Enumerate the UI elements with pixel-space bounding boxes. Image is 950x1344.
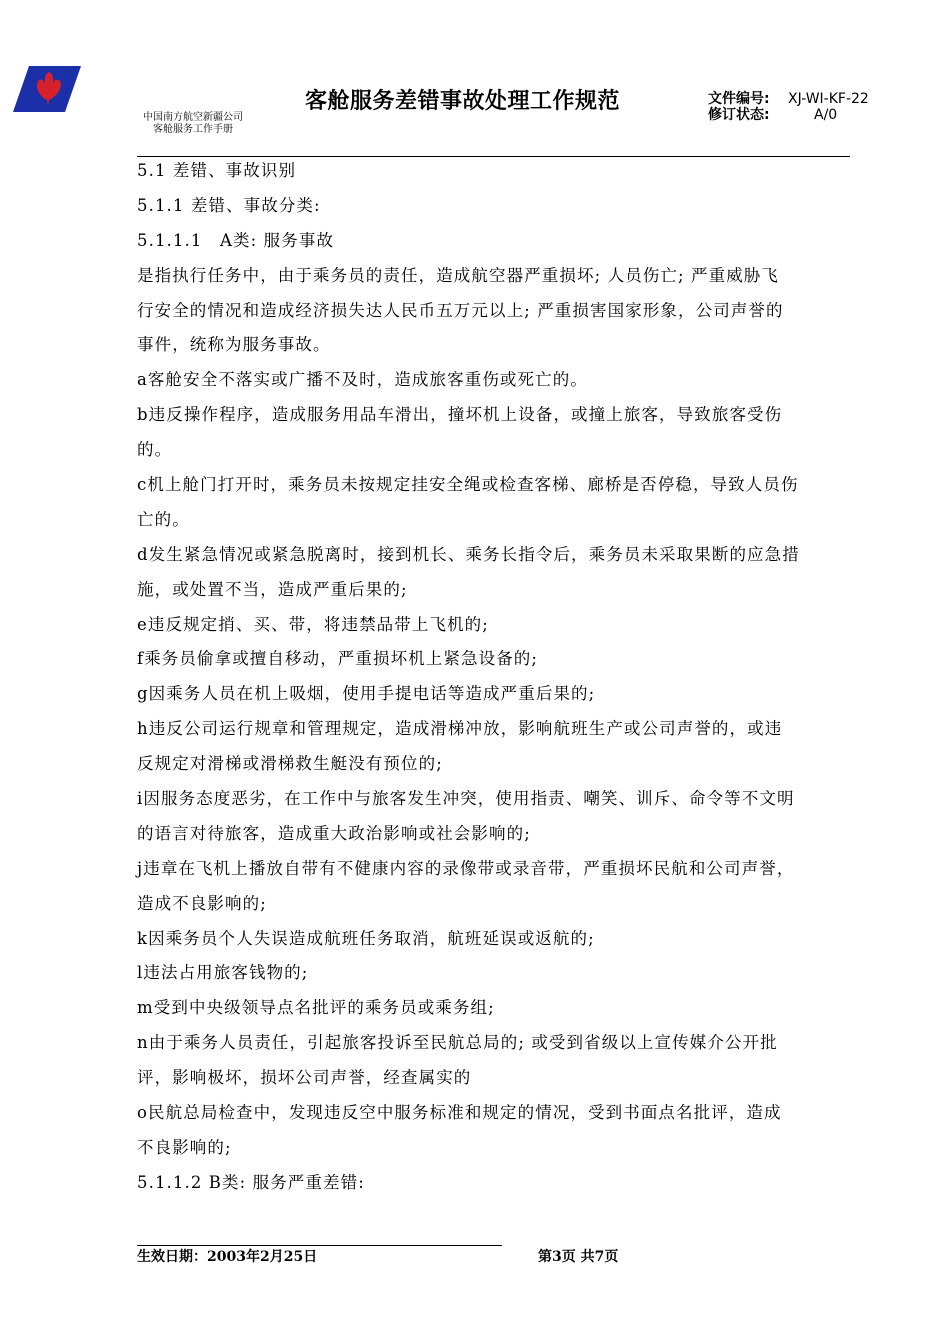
company-line-2: 客舱服务工作手册 <box>153 124 233 135</box>
body-line: 5.1.1.1 A类: 服务事故 <box>137 230 335 250</box>
body-line: 的语言对待旅客，造成重大政治影响或社会影响的; <box>137 823 531 843</box>
body-line: 施，或处置不当，造成严重后果的; <box>137 579 408 599</box>
body-line: l违法占用旅客钱物的; <box>137 963 309 983</box>
body-line: 反规定对滑梯或滑梯救生艇没有预位的; <box>137 754 443 774</box>
body-line: 5.1 差错、事故识别 <box>137 161 297 180</box>
body-line: f乘务员偷拿或擅自移动，严重损坏机上紧急设备的; <box>137 649 539 669</box>
body-line: 是指执行任务中，由于乘务员的责任，造成航空器严重损坏; 人员伤亡; 严重威胁飞 <box>137 265 780 285</box>
page-number: 第3页 共7页 <box>538 1249 619 1265</box>
body-line: 不良影响的; <box>137 1137 232 1157</box>
body-line: 评，影响极坏，损坏公司声誉，经查属实的 <box>137 1068 472 1088</box>
body-line: i因服务态度恶劣，在工作中与旅客发生冲突，使用指责、嘲笑、训斥、命令等不文明 <box>137 789 795 809</box>
body-line: a客舱安全不落实或广播不及时，造成旅客重伤或死亡的。 <box>137 370 588 390</box>
body-line: c机上舱门打开时，乘务员未按规定挂安全绳或检查客梯、廊桥是否停稳，导致人员伤 <box>137 475 799 495</box>
revision-row <box>708 107 869 123</box>
effective-date: 生效日期：2003年2月25日 <box>137 1249 318 1265</box>
doc-number-value: XJ-WI-KF-22 <box>788 91 869 107</box>
body-line: 事件，统称为服务事故。 <box>137 335 331 355</box>
doc-number-label: 文件编号: <box>708 91 770 107</box>
company-name <box>108 112 278 136</box>
body-line: 亡的。 <box>137 509 190 529</box>
doc-number-row <box>708 91 869 107</box>
body-line: j违章在飞机上播放自带有不健康内容的录像带或录音带，严重损坏民航和公司声誉， <box>137 858 795 878</box>
revision-label: 修订状态: <box>708 107 770 123</box>
body-line: b违反操作程序，造成服务用品车滑出，撞坏机上设备，或撞上旅客，导致旅客受伤 <box>137 405 783 425</box>
body-line: 5.1.1.2 B类: 服务严重差错: <box>137 1172 365 1192</box>
company-line-1: 中国南方航空新疆公司 <box>143 112 243 123</box>
body-line: 5.1.1 差错、事故分类: <box>137 195 321 215</box>
body-line: e违反规定捎、买、带，将违禁品带上飞机的; <box>137 614 489 634</box>
body-line: m受到中央级领导点名批评的乘务员或乘务组; <box>137 998 495 1018</box>
revision-value: A/0 <box>814 107 838 123</box>
body-line: g因乘务人员在机上吸烟，使用手提电话等造成严重后果的; <box>137 684 596 704</box>
body-line: 的。 <box>137 440 173 460</box>
body-line: 造成不良影响的; <box>137 893 267 913</box>
document-title: 客舱服务差错事故处理工作规范 <box>305 89 621 114</box>
body-line: k因乘务员个人失误造成航班任务取消，航班延误或返航的; <box>137 928 595 948</box>
body-line: o民航总局检查中，发现违反空中服务标准和规定的情况，受到书面点名批评，造成 <box>137 1103 782 1123</box>
body-line: n由于乘务人员责任，引起旅客投诉至民航总局的; 或受到省级以上宣传媒介公开批 <box>137 1033 778 1053</box>
body-line: d发生紧急情况或紧急脱离时，接到机长、乘务长指令后，乘务员未采取果断的应急措 <box>137 544 800 564</box>
body-line: 行安全的情况和造成经济损失达人民币五万元以上; 严重损害国家形象，公司声誉的 <box>137 300 784 320</box>
document-info <box>708 91 869 123</box>
body-line: h违反公司运行规章和管理规定，造成滑梯冲放，影响航班生产或公司声誉的，或违 <box>137 719 783 739</box>
company-logo-icon <box>13 66 81 112</box>
document-body <box>137 154 855 1201</box>
